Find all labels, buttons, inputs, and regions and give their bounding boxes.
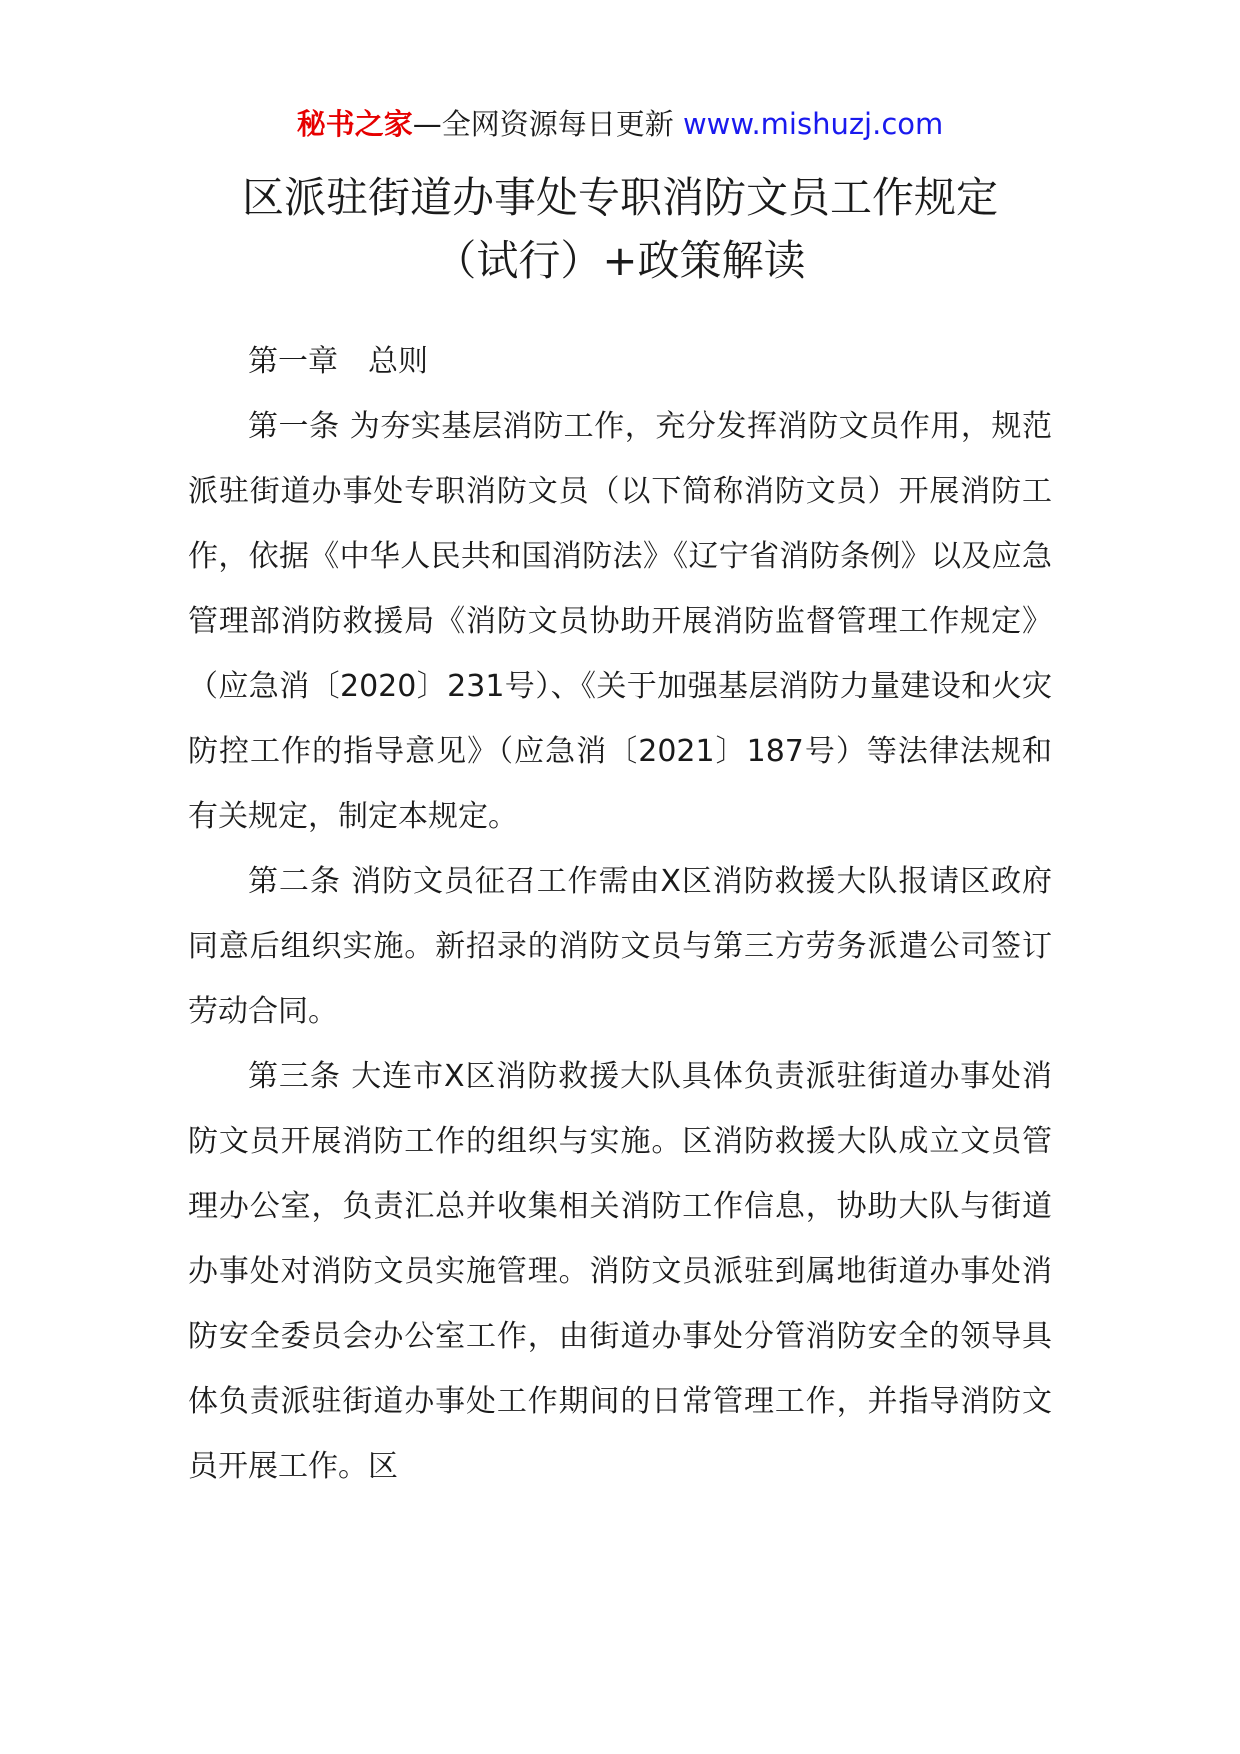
document-title — [0, 166, 1240, 292]
article-1: 第一条 为夯实基层消防工作，充分发挥消防文员作用，规范派驻街道办事处专职消防文员（以下简称消防文员）开展消防工作，依据《中华人民共和国消防法》《辽宁省消防条例》以及应急管理部消防救援局《消防文员协助开展消防监督管理工作规定》（应急消〔2020〕231号）、《关于加强基层消防力量建设和火灾防控工作的指导意见》（应急消〔2021〕187号）等法律法规和有关规定，制定本规定。 — [188, 409, 1052, 834]
article-2: 第二条 消防文员征召工作需由X区消防救援大队报请区政府同意后组织实施。新招录的消防文员与第三方劳务派遣公司签订劳动合同。 — [188, 864, 1052, 1029]
header-tagline: —全网资源每日更新 — [412, 107, 683, 141]
title-line-2: （试行）+政策解读 — [434, 236, 806, 285]
article-3: 第三条 大连市X区消防救援大队具体负责派驻街道办事处消防文员开展消防工作的组织与实施。区消防救援大队成立文员管理办公室，负责汇总并收集相关消防工作信息，协助大队与街道办事处对消防文员实施管理。消防文员派驻到属地街道办事处消防安全委员会办公室工作，由街道办事处分管消防安全的领导具体负责派驻街道办事处工作期间的日常管理工作，并指导消防文员开展工作。区 — [188, 1059, 1052, 1484]
title-line-1: 区派驻街道办事处专职消防文员工作规定 — [241, 173, 998, 222]
document-body — [188, 329, 1052, 1499]
site-header — [0, 104, 1240, 144]
chapter-heading: 第一章 总则 — [248, 344, 428, 379]
brand-name: 秘书之家 — [296, 107, 413, 141]
site-url-link[interactable]: www.mishuzj.com — [682, 107, 944, 141]
